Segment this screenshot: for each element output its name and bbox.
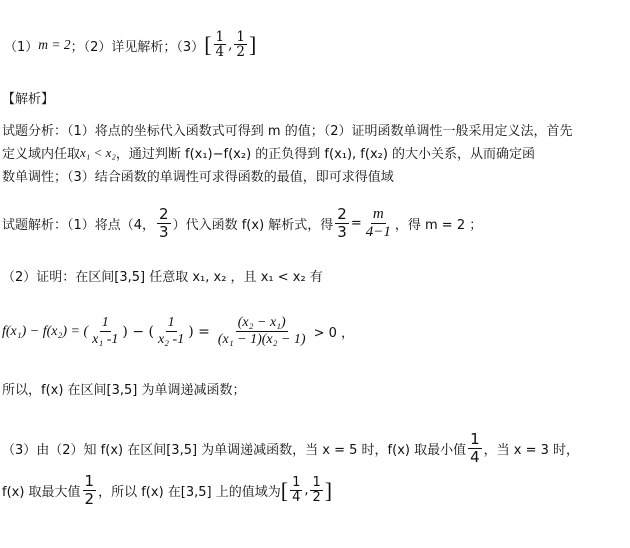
range-upper-fraction: $\frac{1}{2}$ [236,29,245,61]
analysis-heading: 【解析】 [2,92,55,107]
analysis-line-2: 定义域内任取 x₁ < x₂ ，通过判断 f(x₁)−f(x₂) 的正负得到 f(x₁), f(x₂) 的大小关系，从而确定函 [2,144,536,162]
solution-part3-line1: （3）由（2）知 f(x) 在区间[3,5] 为单调递减函数，当 x = 5 时，f(x) 取最小值 $\frac{1}{4}$ ，当 x = 3 时， [2,430,580,466]
answer-part1-label: （1） [4,39,39,55]
solution-part2-intro: （2）证明：在区间[3,5] 任意取 x₁, x₂ ，且 x₁ < x₂ 有 [2,270,323,285]
solution-part2-conclusion: 所以，f(x) 在区间[3,5] 为单调递减函数； [2,383,246,398]
range-lower-fraction: $\frac{1}{4}$ [215,29,225,61]
difference-equation: f(x₁) − f(x₂) = ( $\frac{1}{\text{x₁ -1}}$ ) − ( $\frac{1}{\text{x₂ -1}}$ ) = $\frac{\text{(x₂ − x₁)}}{\text{(x₁ − 1)(x₂ − 1)}}$ > 0 ， [2,315,355,347]
solution-part3-line2: f(x) 取最大值 $\frac{1}{2}$ ，所以 f(x) 在[3,5] 上的值域为 [ $\frac{1}{4}$ , $\frac{1}{2}$ ] [2,472,333,508]
solution-part1: 试题解析：（1）将点（4， $\frac{2}{3}$ ）代入函数 f(x) 解析式，得 $\frac{2}{3}$ = $\frac{m}{4-1}$ ，得 m = 2 ； [2,205,483,241]
answer-m-value: m = 2 [38,37,71,52]
point-y-fraction: $\frac{2}{3}$ [159,205,169,241]
analysis-line-1: 试题分析：（1）将点的坐标代入函数式可得到 m 的值；（2）证明函数单调性一般采用定义法，首先 [2,124,573,139]
answer-separator: ；（2）详见解析；（3） [70,39,205,55]
answer-line: （1） m = 2 ；（2）详见解析；（3） [ $\frac{1}{4}$ , $\frac{1}{2}$ ] [4,29,257,61]
analysis-line-3: 数单调性；（3）结合函数的单调性可求得函数的最值，即可求得值域 [2,170,394,185]
